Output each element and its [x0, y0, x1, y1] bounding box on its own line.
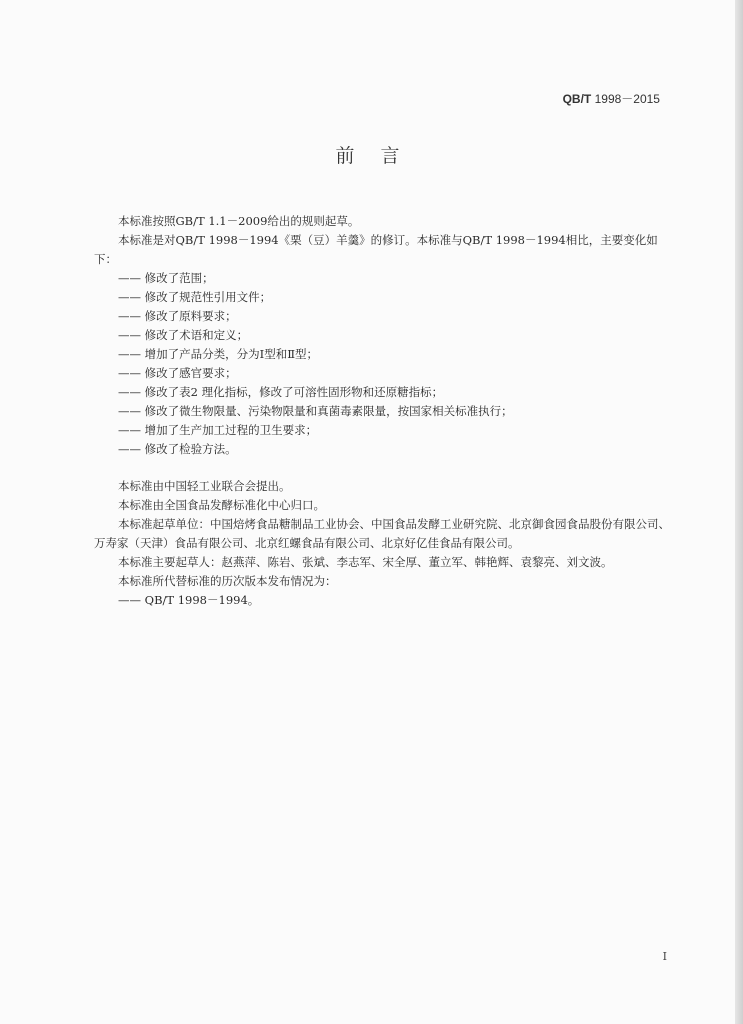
standard-code-number: 1998－2015	[594, 92, 660, 106]
change-item: —— 修改了规范性引用文件；	[118, 290, 272, 304]
paragraph-drafting-units: 本标准起草单位：中国焙烤食品糖制品工业协会、中国食品发酵工业研究院、北京御食园食品股份有限公司、万寿家（天津）食品有限公司、北京红螺食品有限公司、北京好亿佳食品有限公司。	[94, 517, 670, 550]
paragraph-drafting-rules: 本标准按照GB/T 1.1－2009给出的规则起草。	[118, 214, 360, 228]
change-item: —— 修改了表2 理化指标，修改了可溶性固形物和还原糖指标；	[118, 385, 444, 399]
change-item: —— 修改了检验方法。	[118, 442, 237, 456]
paragraph-centralized: 本标准由全国食品发酵标准化中心归口。	[118, 498, 325, 512]
change-item: —— 修改了原料要求；	[118, 309, 237, 323]
change-item: —— 修改了微生物限量、污染物限量和真菌毒素限量，按国家相关标准执行；	[118, 404, 513, 418]
history-item: —— QB/T 1998－1994。	[118, 593, 260, 607]
spacer	[94, 459, 674, 477]
paragraph-revision: 本标准是对QB/T 1998－1994《栗（豆）羊羹》的修订。本标准与QB/T 1998－1994相比，主要变化如下：	[94, 233, 658, 266]
foreword-body	[94, 212, 674, 610]
page-title: 前言	[335, 145, 426, 167]
change-item: —— 修改了范围；	[118, 271, 214, 285]
standard-code	[563, 90, 660, 107]
paragraph-history-intro: 本标准所代替标准的历次版本发布情况为：	[118, 574, 337, 588]
change-item: —— 增加了产品分类，分为Ⅰ型和Ⅱ型；	[118, 347, 319, 361]
change-item: —— 增加了生产加工过程的卫生要求；	[118, 423, 318, 437]
standard-code-prefix: QB/T	[562, 92, 592, 106]
change-list	[94, 269, 674, 459]
change-item: —— 修改了感官要求；	[118, 366, 237, 380]
paragraph-proposer: 本标准由中国轻工业联合会提出。	[118, 479, 291, 493]
change-item: —— 修改了术语和定义；	[118, 328, 249, 342]
paragraph-drafters: 本标准主要起草人：赵燕萍、陈岩、张斌、李志军、宋全厚、董立军、韩艳辉、袁黎亮、刘文波。	[118, 555, 613, 569]
page-edge	[735, 0, 743, 1024]
page-number: I	[662, 950, 667, 963]
